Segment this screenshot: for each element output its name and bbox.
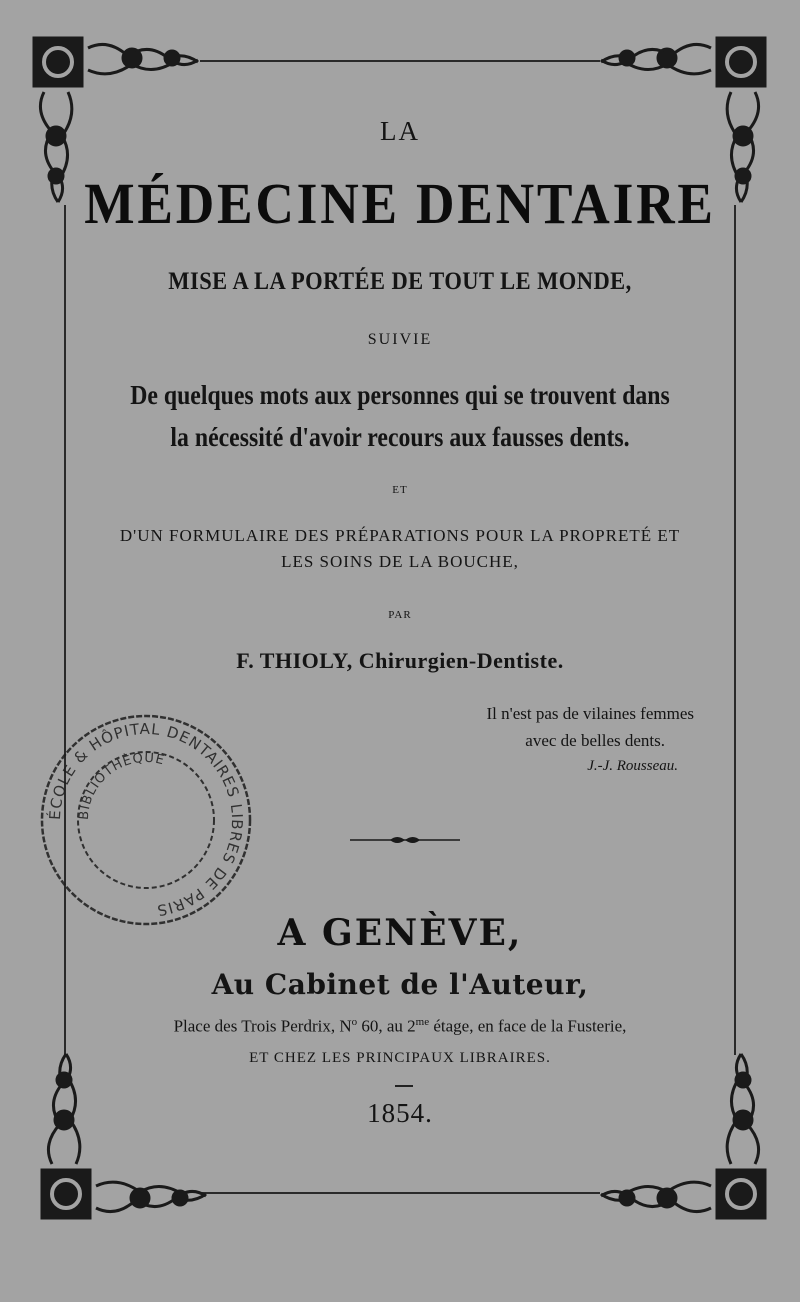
ornament-corner-bottom-left	[40, 1045, 215, 1220]
title-article: LA	[380, 116, 420, 146]
stamp-inner-text: BIBLIOTHÈQUE	[76, 750, 167, 821]
author: F. THIOLY, Chirurgien-Dentiste.	[236, 648, 564, 673]
description-line-2: la nécessité d'avoir recours aux fausses dents.	[170, 422, 630, 452]
address-part-2: 60, au 2	[357, 1016, 416, 1036]
suivie-label: SUIVIE	[367, 331, 433, 348]
imprint-year: 1854.	[367, 1098, 433, 1128]
address-floor-sup: me	[415, 1016, 430, 1028]
ornament-corner-bottom-right	[592, 1045, 767, 1220]
library-stamp	[38, 712, 254, 928]
formulaire-line-1: D'UN FORMULAIRE DES PRÉPARATIONS POUR LA PROPRETÉ ET	[119, 526, 681, 545]
et-label: ET	[392, 484, 408, 496]
epigraph-line-2: avec de belles dents.	[525, 731, 665, 750]
ornamental-divider	[350, 830, 460, 850]
subtitle: MISE A LA PORTÉE DE TOUT LE MONDE,	[168, 268, 632, 295]
par-label: PAR	[388, 609, 412, 621]
address-part-3: étage, en face de la Fusterie,	[429, 1016, 627, 1036]
main-title: MÉDECINE DENTAIRE	[84, 171, 716, 236]
epigraph-line-1: Il n'est pas de vilaines femmes	[486, 704, 694, 723]
formulaire-line-2: LES SOINS DE LA BOUCHE,	[281, 552, 519, 571]
imprint-booksellers: ET CHEZ LES PRINCIPAUX LIBRAIRES.	[249, 1050, 551, 1066]
epigraph-attribution: J.-J. Rousseau.	[587, 758, 678, 774]
stamp-outer-text: ÉCOLE & HÔPITAL DENTAIRES LIBRES DE PARIS	[45, 719, 247, 920]
short-rule	[395, 1085, 413, 1087]
address-part-1: Place des Trois Perdrix, N	[173, 1016, 352, 1036]
frame-top-line	[200, 60, 600, 62]
address-number-sup: o	[351, 1016, 358, 1028]
imprint-address	[0, 1016, 800, 1037]
imprint-city: A GENÈVE,	[277, 912, 523, 954]
imprint-publisher: Au Cabinet de l'Auteur,	[211, 968, 589, 1001]
description-line-1: De quelques mots aux personnes qui se trouvent dans	[130, 380, 670, 410]
frame-bottom-line	[200, 1192, 600, 1194]
